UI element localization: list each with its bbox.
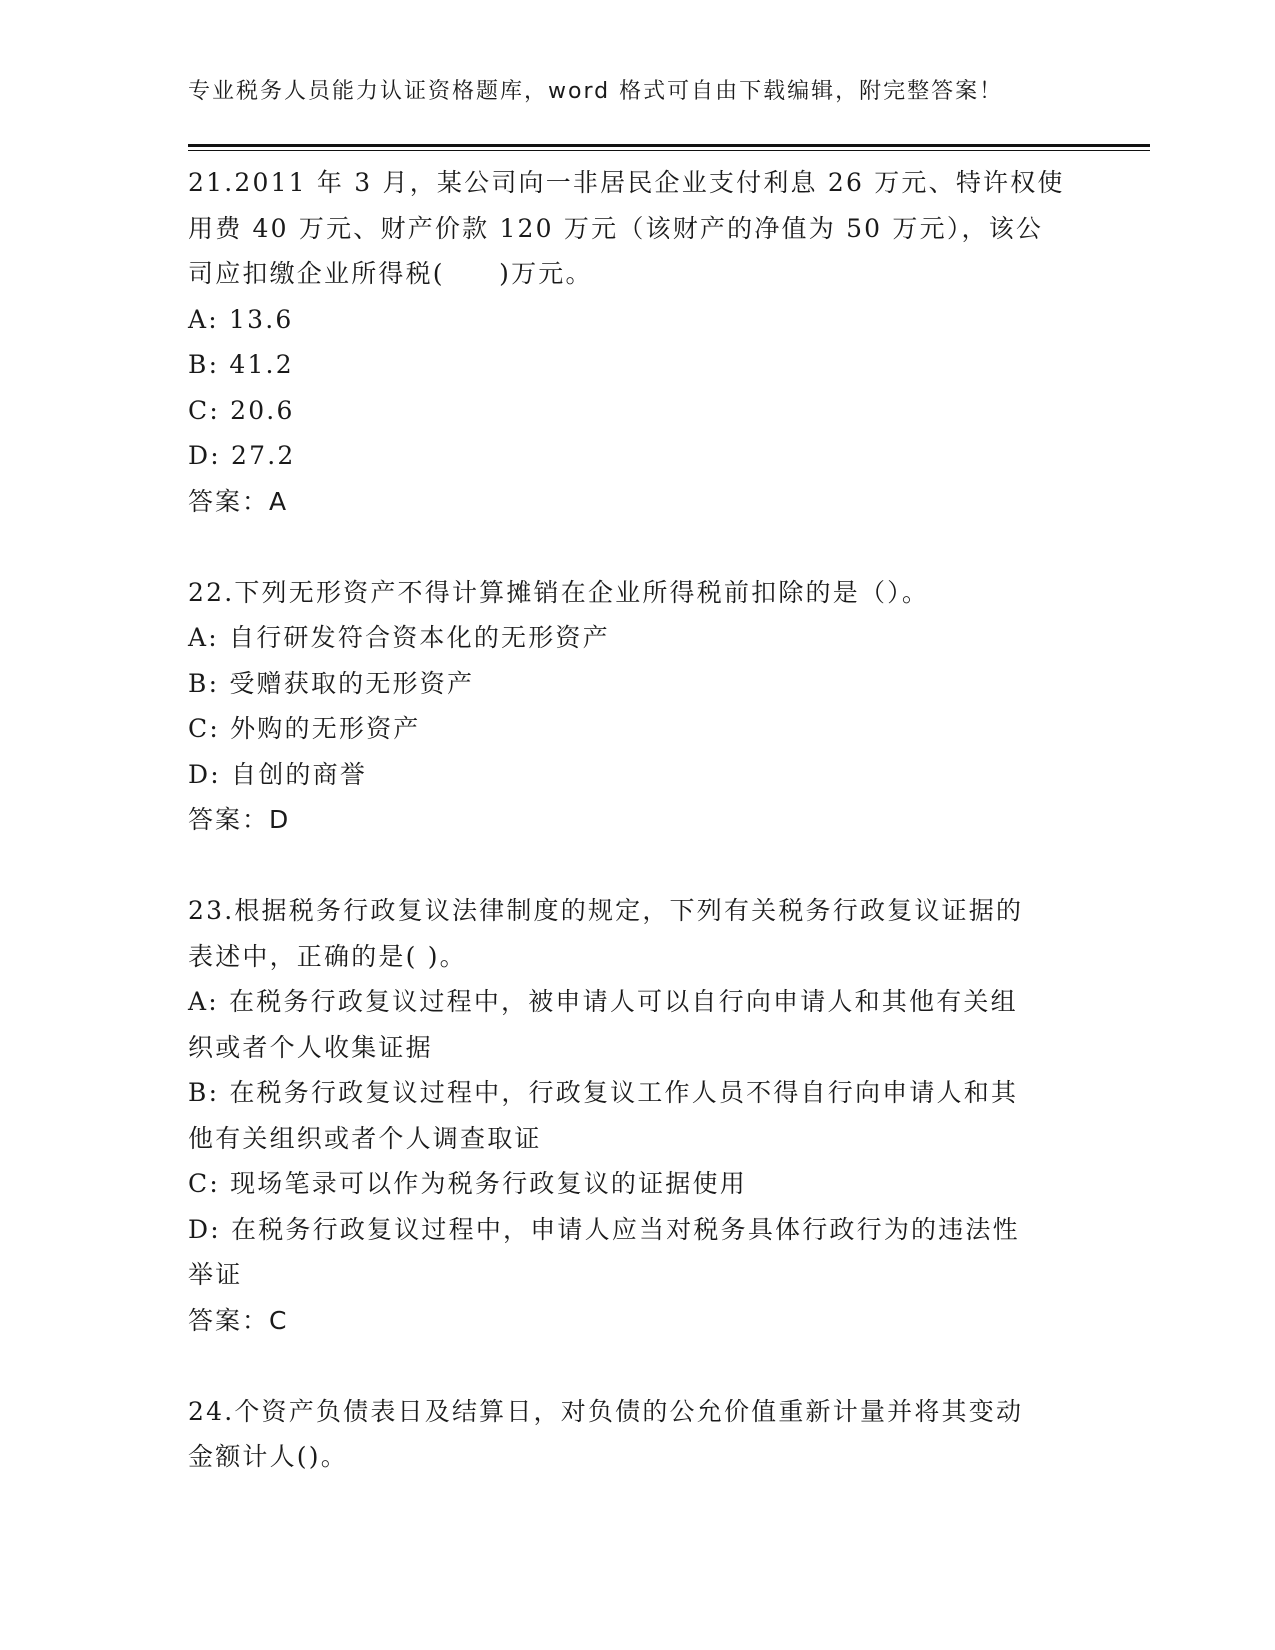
option-b-continued: 他有关组织或者个人调查取证 xyxy=(188,1123,542,1153)
question-stem-line: 23.根据税务行政复议法律制度的规定，下列有关税务行政复议证据的 xyxy=(188,896,1024,925)
option-a-continued: 织或者个人收集证据 xyxy=(188,1032,433,1062)
option-d-continued: 举证 xyxy=(188,1260,243,1289)
question-stem-line: 表述中，正确的是( )。 xyxy=(188,941,467,971)
option-c: C: 现场笔录可以作为税务行政复议的证据使用 xyxy=(188,1169,747,1198)
option-d: D: 27.2 xyxy=(188,441,296,470)
spacer xyxy=(188,1343,1088,1389)
header-rule-thin xyxy=(188,150,1150,151)
option-a: A: 在税务行政复议过程中，被申请人可以自行向申请人和其他有关组 xyxy=(188,987,1018,1016)
page-header: 专业税务人员能力认证资格题库，word 格式可自由下载编辑，附完整答案！ xyxy=(188,79,1004,104)
question-stem-line: 用费 40 万元、财产价款 120 万元（该财产的净值为 50 万元），该公 xyxy=(188,213,1044,243)
question-stem-line: 司应扣缴企业所得税( )万元。 xyxy=(188,259,593,288)
answer-line: 答案：C xyxy=(188,1305,289,1335)
question-23 xyxy=(188,888,1088,1343)
question-24 xyxy=(188,1389,1088,1480)
answer-line: 答案：D xyxy=(188,805,291,834)
question-list xyxy=(188,160,1088,1480)
question-21 xyxy=(188,160,1088,524)
spacer xyxy=(188,524,1088,570)
answer-line: 答案：A xyxy=(188,486,289,516)
option-b: B: 在税务行政复议过程中，行政复议工作人员不得自行向申请人和其 xyxy=(188,1078,1019,1107)
question-stem-line: 金额计人()。 xyxy=(188,1442,348,1471)
option-a: A: 自行研发符合资本化的无形资产 xyxy=(188,623,610,652)
option-d: D: 自创的商誉 xyxy=(188,759,368,789)
question-stem-line: 22.下列无形资产不得计算摊销在企业所得税前扣除的是（）。 xyxy=(188,577,930,607)
option-d: D: 在税务行政复议过程中，申请人应当对税务具体行政行为的违法性 xyxy=(188,1214,1020,1244)
question-22 xyxy=(188,570,1088,843)
option-b: B: 41.2 xyxy=(188,350,294,379)
option-a: A: 13.6 xyxy=(188,304,294,334)
option-b: B: 受赠获取的无形资产 xyxy=(188,668,475,698)
option-c: C: 外购的无形资产 xyxy=(188,714,421,743)
header-rule-thick xyxy=(188,144,1150,147)
question-stem-line: 21.2011 年 3 月，某公司向一非居民企业支付利息 26 万元、特许权使 xyxy=(188,168,1065,197)
option-c: C: 20.6 xyxy=(188,395,295,425)
question-stem-line: 24.个资产负债表日及结算日，对负债的公允价值重新计量并将其变动 xyxy=(188,1396,1024,1426)
spacer xyxy=(188,843,1088,889)
